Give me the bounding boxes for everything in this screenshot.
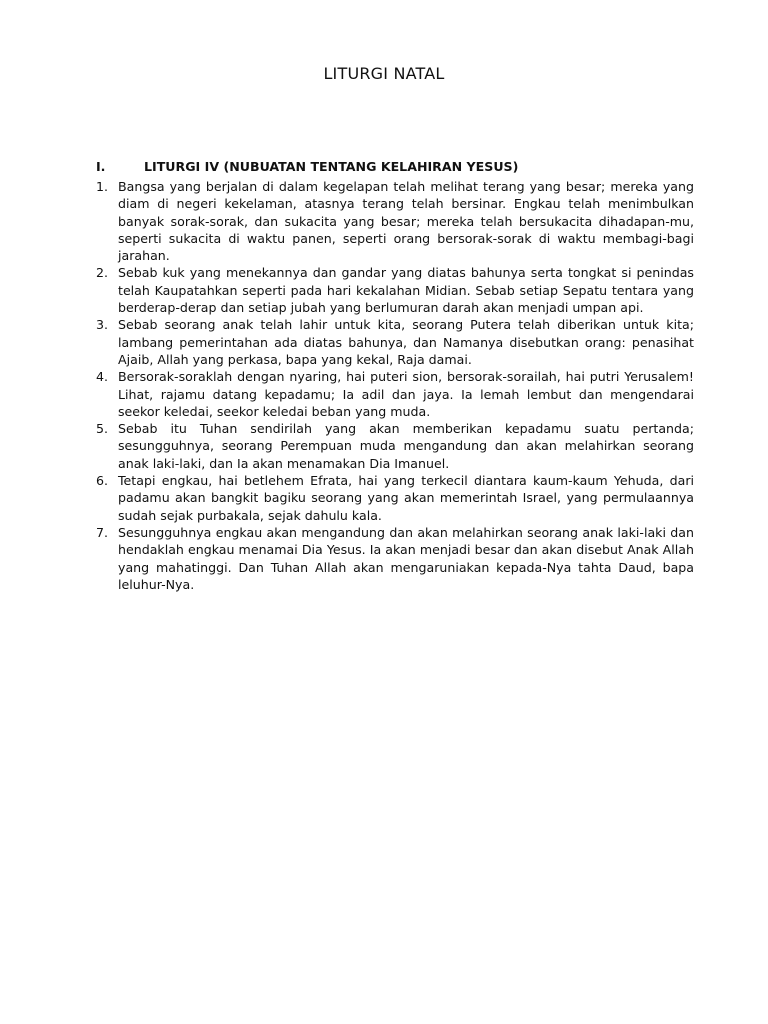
list-item [96,264,694,316]
section-heading-text: LITURGI IV (NUBUATAN TENTANG KELAHIRAN YESUS) [144,159,519,174]
list-item [96,316,694,368]
list-item [96,178,694,264]
prophecy-list [96,178,694,593]
list-item-text: Bersorak-soraklah dengan nyaring, hai puteri sion, bersorak-sorailah, hai putri Yerusalem! Lihat, rajamu datang kepadamu; Ia adil dan jaya. Ia lemah lembut dan mengendarai seekor keledai, seekor keledai beban yang muda. [118,369,694,419]
liturgy-section [96,158,694,593]
list-item-text: Sebab seorang anak telah lahir untuk kita, seorang Putera telah diberikan untuk kita; lambang pemerintahan ada diatas bahunya, dan Namanya disebutkan orang: penasihat Ajaib, Allah yang perkasa, bapa yang kekal, Raja damai. [118,317,694,367]
list-item-text: Sebab kuk yang menekannya dan gandar yang diatas bahunya serta tongkat si penindas telah Kaupatahkan seperti pada hari kekalahan Midian. Sebab setiap Sepatu tentara yang berderap-derap dan setiap jubah yang berlumuran darah akan menjadi umpan api. [118,265,694,316]
document-title: LITURGI NATAL [323,64,445,83]
list-item-text: Sebab itu Tuhan sendirilah yang akan memberikan kepadamu suatu pertanda; sesungguhnya, seorang Perempuan muda mengandung dan akan melahirkan seorang anak laki-laki, dan Ia akan menamakan Dia Imanuel. [118,421,694,471]
list-item [96,524,694,593]
list-item-number: 2. [96,265,109,281]
list-item [96,472,694,524]
list-item-number: 3. [96,317,109,333]
list-item-text: Bangsa yang berjalan di dalam kegelapan telah melihat terang yang besar; mereka yang diam di negeri kekelaman, atasnya terang telah bersinar. Engkau telah menimbulkan banyak sorak-sorak, dan sukacita yang besar; mereka telah bersukacita dihadapan-mu, seperti sukacita di waktu panen, seperti orang bersorak-sorak di waktu membagi-bagi jarahan. [118,179,694,264]
list-item-number: 7. [96,524,109,540]
section-heading [96,158,694,176]
list-item [96,368,694,420]
list-item-text: Sesungguhnya engkau akan mengandung dan akan melahirkan seorang anak laki-laki dan hendaklah engkau menamai Dia Yesus. Ia akan menjadi besar dan akan disebut Anak Allah yang mahatinggi. Dan Tuhan Allah akan mengaruniakan kepada-Nya tahta Daud, bapa leluhur-Nya. [118,524,694,592]
list-item-number: 1. [96,179,109,194]
list-item-number: 5. [96,421,109,437]
list-item-number: 4. [96,369,109,385]
list-item-text: Tetapi engkau, hai betlehem Efrata, hai yang terkecil diantara kaum-kaum Yehuda, dari padamu akan bangkit bagiku seorang yang akan memerintah Israel, yang permulaannya sudah sejak purbakala, sejak dahulu kala. [118,473,694,523]
list-item-number: 6. [96,473,109,489]
section-number: I. [96,159,106,174]
list-item [96,420,694,472]
